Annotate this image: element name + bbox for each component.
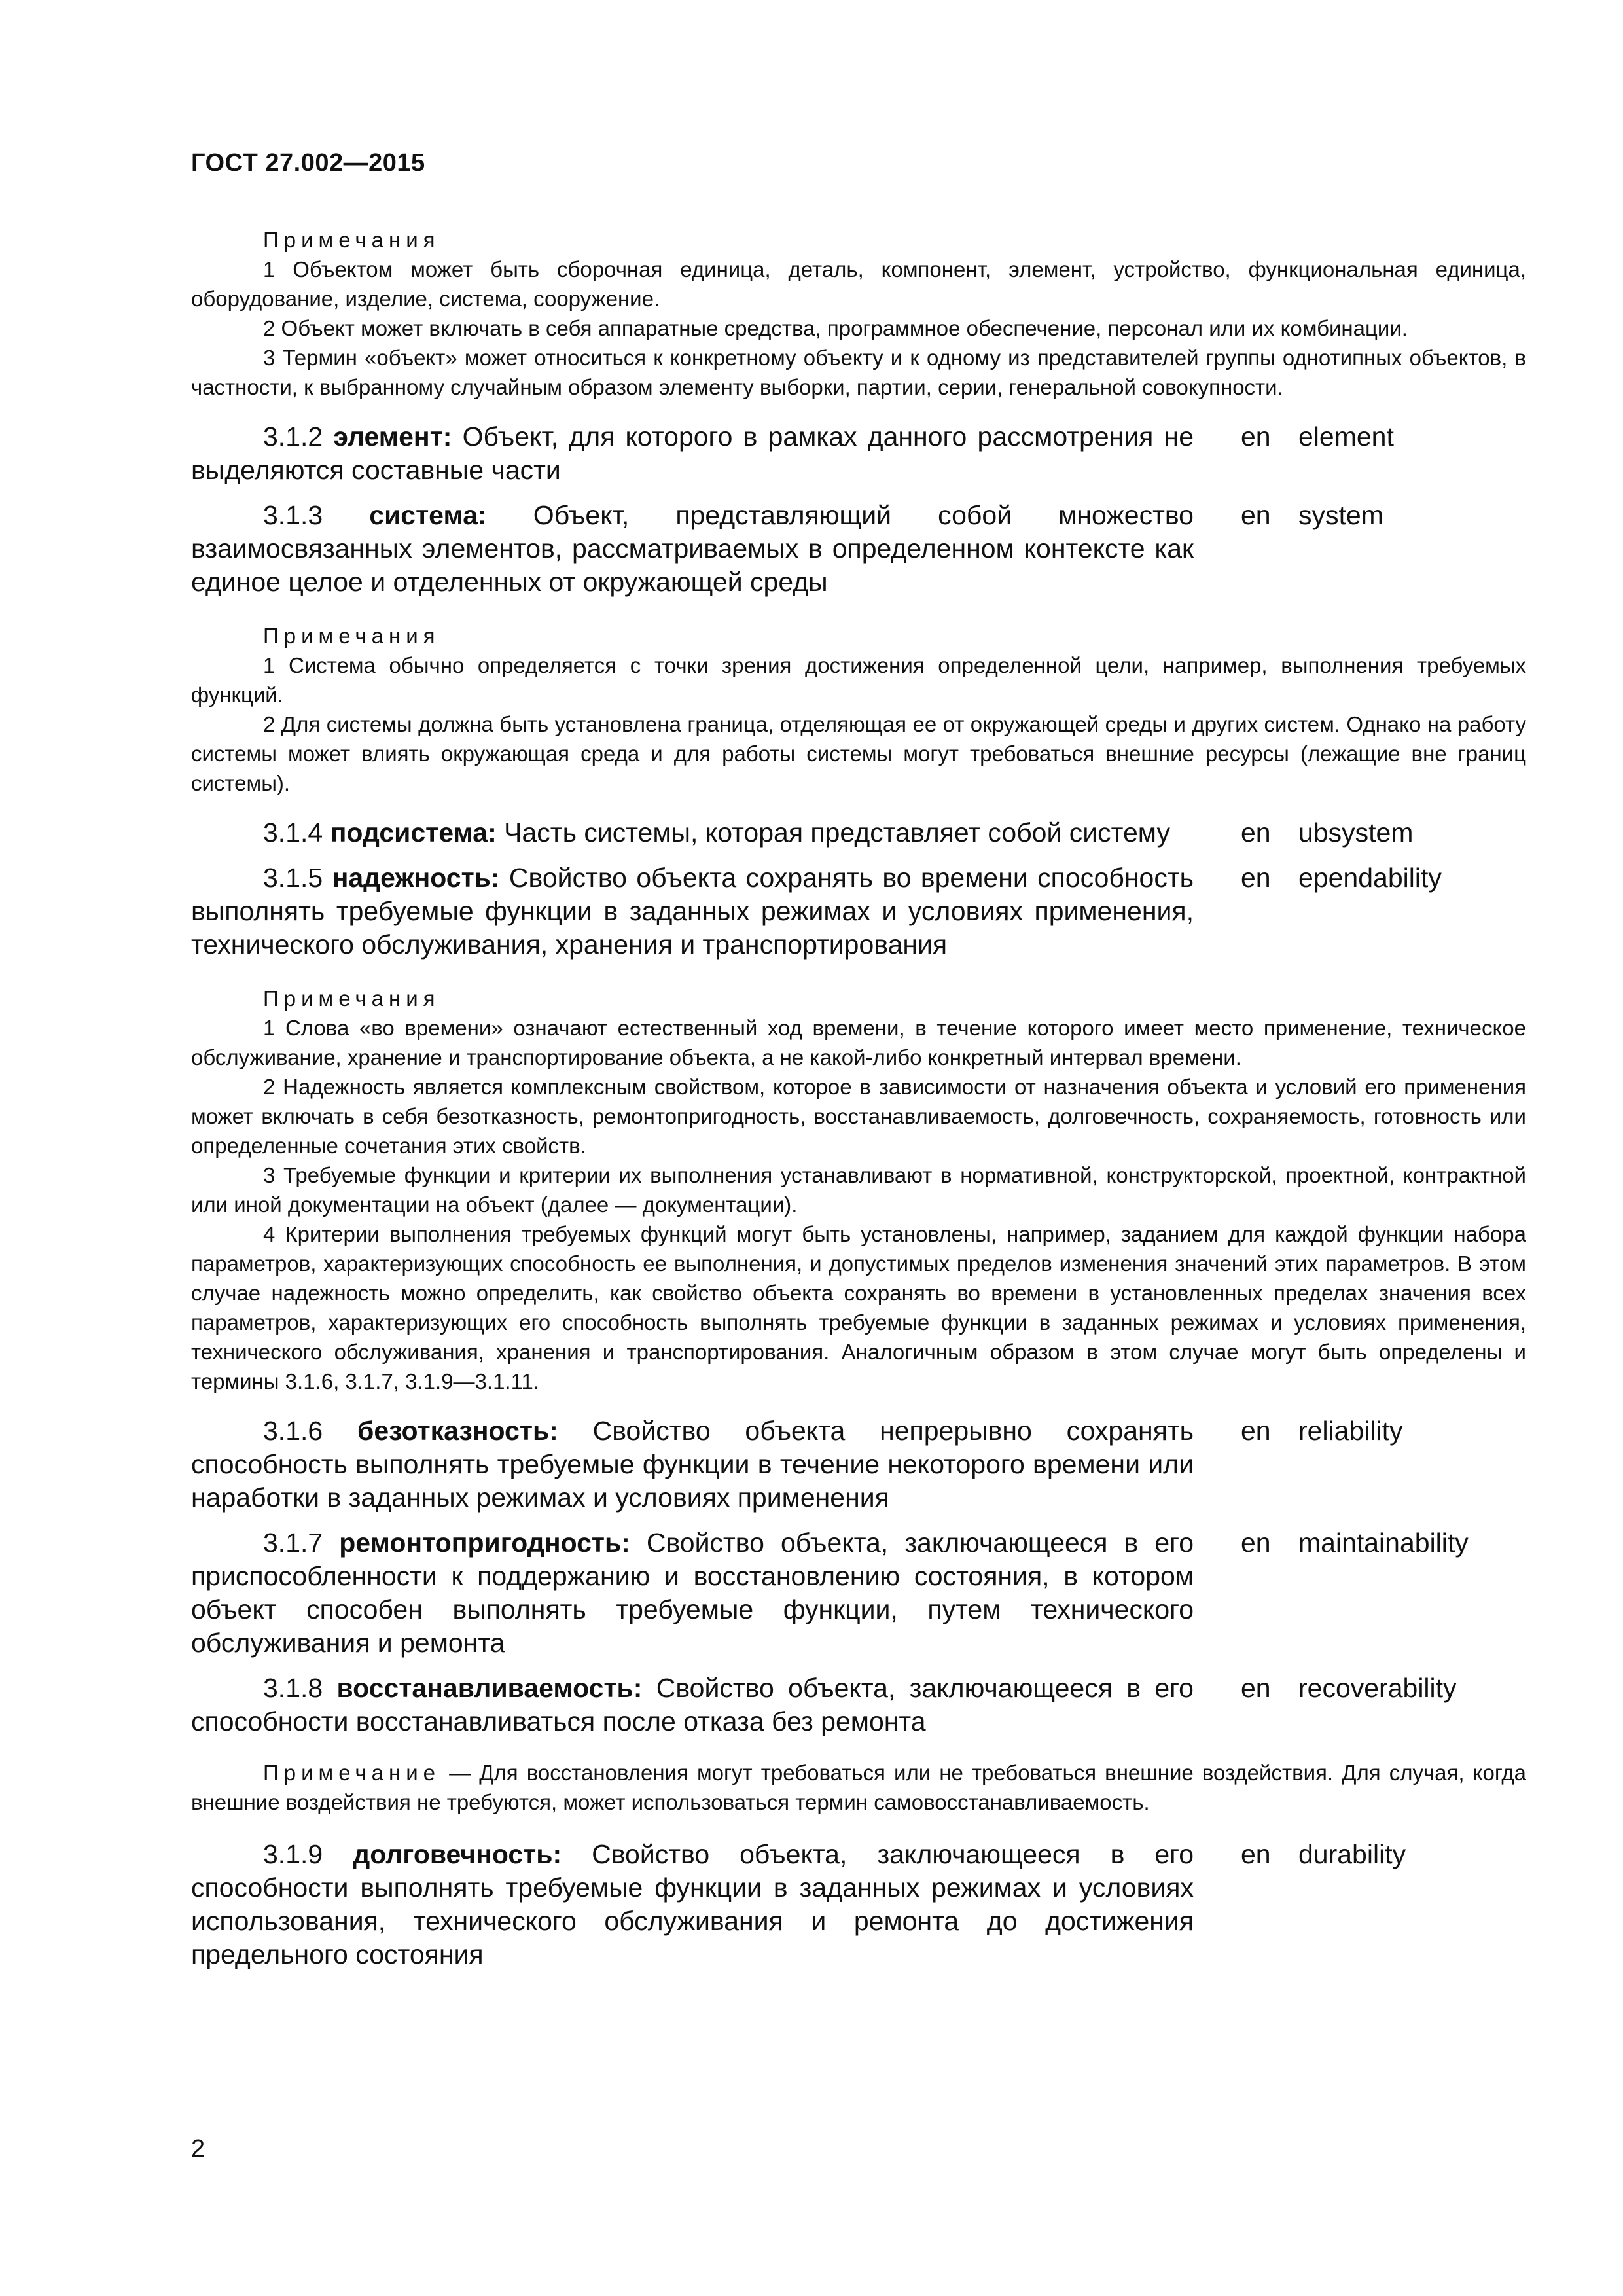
term-english <box>1241 420 1526 487</box>
term-number: 3.1.5 <box>263 863 323 893</box>
term-number: 3.1.3 <box>263 500 323 530</box>
lang-code: en <box>1241 863 1271 893</box>
term-name: восстанавливаемость: <box>336 1673 643 1703</box>
term-definition-text: Свойство объекта, заключающееся в его способности восстанавливаться после отказа без ремонта <box>191 1673 1194 1736</box>
term-english <box>1241 1414 1526 1515</box>
note-paragraph <box>191 1758 1526 1817</box>
term-name: элемент: <box>333 422 452 452</box>
note-paragraph: 1 Объектом может быть сборочная единица, деталь, компонент, элемент, устройство, функциональная единица, оборудование, изделие, система, сооружение. <box>191 257 1526 311</box>
note-paragraph: 4 Критерии выполнения требуемых функций могут быть установлены, например, заданием для каждой функции набора параметров, характеризующих способность ее выполнения, и допустимых пределов изменения значений этих параметров. В этом случае надежность можно определить, как свойство объекта сохранять во времени в установленных пределах значения всех параметров, характеризующих его способность выполнять требуемые функции в заданных режимах и условиях применения, технического обслуживания, хранения и транспортирования. Аналогичным образом в этом случае могут быть определены и термины 3.1.6, 3.1.7, 3.1.9—3.1.11. <box>191 1222 1526 1393</box>
term-entry <box>191 1838 1526 1971</box>
lang-code: en <box>1241 1839 1271 1869</box>
term-definition <box>191 861 1194 961</box>
term-definition <box>191 420 1194 487</box>
lang-code: en <box>1241 422 1271 452</box>
term-definition-text: Часть системы, которая представляет собой систему <box>504 817 1170 848</box>
term-entry <box>191 1672 1526 1738</box>
notes-block <box>191 621 1526 798</box>
term-name: система: <box>369 500 487 530</box>
note-paragraph: 2 Для системы должна быть установлена граница, отделяющая ее от окружающей среды и других систем. Однако на работу системы может влиять окружающая среда и для работы системы могут требоваться внешние ресурсы (лежащие вне границ системы). <box>191 712 1526 795</box>
note-paragraph: 3 Термин «объект» может относиться к конкретному объекту и к одному из представителей группы однотипных объектов, в частности, к выбранному случайным образом элементу выборки, партии, серии, генеральной совокупности. <box>191 346 1526 399</box>
term-definition <box>191 1414 1194 1515</box>
term-english <box>1241 1526 1526 1660</box>
notes-block <box>191 225 1526 402</box>
lang-code: en <box>1241 1528 1271 1558</box>
term-name: надежность: <box>332 863 500 893</box>
english-term: element <box>1298 422 1394 452</box>
term-definition-text: Объект, представляющий собой множество взаимосвязанных элементов, рассматриваемых в определенном контексте как единое целое и отделенных от окружающей среды <box>191 500 1194 597</box>
term-english <box>1241 816 1526 850</box>
term-definition <box>191 816 1194 850</box>
term-entry <box>191 816 1526 850</box>
term-name: долговечность: <box>353 1839 562 1869</box>
notes-block <box>191 984 1526 1396</box>
english-term: reliability <box>1298 1416 1403 1446</box>
term-name: безотказность: <box>357 1416 558 1446</box>
term-definition-text: Объект, для которого в рамках данного рассмотрения не выделяются составные части <box>191 422 1194 485</box>
lang-code: en <box>1241 1416 1271 1446</box>
notes-title: Примечание <box>263 1761 441 1785</box>
term-definition <box>191 1838 1194 1971</box>
lang-code: en <box>1241 500 1271 530</box>
note-paragraph: 1 Слова «во времени» означают естественный ход времени, в течение которого имеет место применение, техническое обслуживание, хранение и транспортирование объекта, а не какой-либо конкретный интервал времени. <box>191 1016 1526 1069</box>
term-number: 3.1.6 <box>263 1416 323 1446</box>
english-term: durability <box>1298 1839 1406 1869</box>
notes-title: Примечания <box>263 228 440 252</box>
term-definition-text: Свойство объекта, заключающееся в его приспособленности к поддержанию и восстановлению состояния, в котором объект способен выполнять требуемые функции, путем технического обслуживания и ремонта <box>191 1528 1194 1658</box>
english-term: maintainability <box>1298 1528 1469 1558</box>
term-name: подсистема: <box>330 817 497 848</box>
document-content <box>191 225 1526 1971</box>
term-english <box>1241 1672 1526 1738</box>
english-term: ubsystem <box>1298 817 1414 848</box>
notes-title: Примечания <box>263 986 440 1011</box>
english-term: recoverability <box>1298 1673 1457 1703</box>
notes-block <box>191 1758 1526 1817</box>
term-entry <box>191 420 1526 487</box>
term-definition <box>191 1526 1194 1660</box>
term-definition <box>191 1672 1194 1738</box>
document-header: ГОСТ 27.002—2015 <box>191 149 425 177</box>
term-definition-text: Свойство объекта сохранять во времени способность выполнять требуемые функции в заданных режимах и условиях применения, технического обслуживания, хранения и транспортирования <box>191 863 1194 960</box>
english-term: ependability <box>1298 863 1442 893</box>
term-definition-text: Свойство объекта, заключающееся в его способности выполнять требуемые функции в заданных режимах и условиях использования, технического обслуживания и ремонта до достижения предельного состояния <box>191 1839 1194 1969</box>
page-number: 2 <box>191 2135 205 2162</box>
note-paragraph: 2 Надежность является комплексным свойством, которое в зависимости от назначения объекта и условий его применения может включать в себя безотказность, ремонтопригодность, восстанавливаемость, долговечность, сохраняемость, готовность или определенные сочетания этих свойств. <box>191 1075 1526 1158</box>
term-english <box>1241 499 1526 599</box>
notes-title: Примечания <box>263 624 440 648</box>
term-entry <box>191 1526 1526 1660</box>
note-paragraph: 3 Требуемые функции и критерии их выполнения устанавливают в нормативной, конструкторской, проектной, контрактной или иной документации на объект (далее — документации). <box>191 1163 1526 1217</box>
term-number: 3.1.7 <box>263 1528 323 1558</box>
term-name: ремонтопригодность: <box>339 1528 630 1558</box>
term-number: 3.1.9 <box>263 1839 323 1869</box>
note-paragraph: 2 Объект может включать в себя аппаратные средства, программное обеспечение, персонал или их комбинации. <box>263 316 1408 340</box>
lang-code: en <box>1241 817 1271 848</box>
term-number: 3.1.2 <box>263 422 323 452</box>
term-entry <box>191 861 1526 961</box>
term-number: 3.1.8 <box>263 1673 323 1703</box>
term-english <box>1241 861 1526 961</box>
note-paragraph: 1 Система обычно определяется с точки зрения достижения определенной цели, например, выполнения требуемых функций. <box>191 653 1526 707</box>
lang-code: en <box>1241 1673 1271 1703</box>
note-text: — Для восстановления могут требоваться или не требоваться внешние воздействия. Для случая, когда внешние воздействия не требуются, может использоваться термин самовосстанавливаемость. <box>191 1761 1526 1814</box>
term-entry <box>191 499 1526 599</box>
term-definition-text: Свойство объекта непрерывно сохранять способность выполнять требуемые функции в течение некоторого времени или наработки в заданных режимах и условиях применения <box>191 1416 1194 1513</box>
term-english <box>1241 1838 1526 1971</box>
term-definition <box>191 499 1194 599</box>
term-number: 3.1.4 <box>263 817 323 848</box>
term-entry <box>191 1414 1526 1515</box>
english-term: system <box>1298 500 1383 530</box>
